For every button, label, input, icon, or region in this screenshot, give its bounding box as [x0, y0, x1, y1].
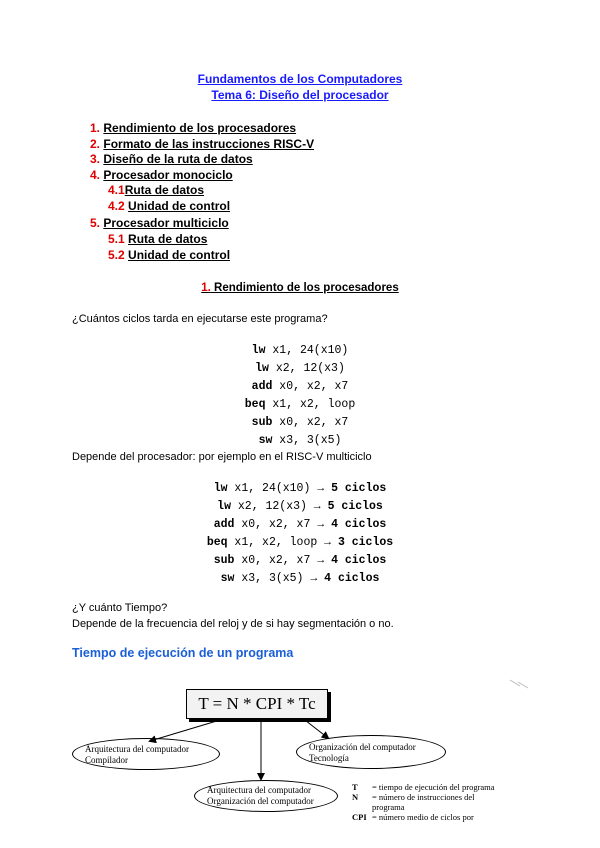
toc-item-5-1[interactable]: 5.1 Ruta de datos: [108, 232, 208, 246]
code-line: sw x3, 3(x5) → 4 ciclos: [220, 572, 380, 585]
toc-item-5-2[interactable]: 5.2 Unidad de control: [108, 248, 231, 262]
code-line: beq x1, x2, loop: [244, 398, 356, 411]
code-line: add x0, x2, x7 → 4 ciclos: [213, 518, 387, 531]
cycles-question: ¿Cuántos ciclos tarda en ejecutarse este programa?: [72, 313, 328, 325]
code-line: add x0, x2, x7: [251, 380, 349, 393]
document-subtitle: Tema 6: Diseño del procesador: [211, 88, 389, 102]
code-line: sub x0, x2, x7 → 4 ciclos: [213, 554, 387, 567]
legend-row: T = tiempo de ejecución del programa: [352, 782, 495, 792]
ellipse-organization-technology: Organización del computador Tecnología: [296, 735, 446, 769]
formula-legend: [352, 782, 542, 822]
time-question: ¿Y cuánto Tiempo?: [72, 602, 168, 614]
legend-row: CPI = número medio de ciclos por: [352, 812, 474, 822]
code-line: lw x2, 12(x3): [255, 362, 345, 375]
toc-item-2[interactable]: 2. Formato de las instrucciones RISC-V: [90, 137, 315, 151]
legend-row: N = número de instrucciones del: [352, 792, 475, 802]
legend-row: programa: [372, 802, 405, 812]
code-line: sw x3, 3(x5): [258, 434, 342, 447]
code-line: sub x0, x2, x7: [251, 416, 349, 429]
code-line: lw x1, 24(x10) → 5 ciclos: [213, 482, 387, 495]
toc-item-3[interactable]: 3. Diseño de la ruta de datos: [90, 152, 253, 166]
code-line: beq x1, x2, loop → 3 ciclos: [206, 536, 394, 549]
toc-item-4[interactable]: 4. Procesador monociclo: [90, 168, 233, 182]
time-answer: Depende de la frecuencia del reloj y de si hay segmentación o no.: [72, 618, 394, 630]
toc-item-1[interactable]: 1. Rendimiento de los procesadores: [90, 121, 297, 135]
toc-item-5[interactable]: 5. Procesador multiciclo: [90, 216, 229, 230]
code-line: lw x1, 24(x10): [251, 344, 349, 357]
code-line: lw x2, 12(x3) → 5 ciclos: [217, 500, 383, 513]
toc-item-4-1[interactable]: 4.1Ruta de datos: [108, 183, 205, 197]
toc-item-4-2[interactable]: 4.2 Unidad de control: [108, 199, 231, 213]
exec-time-heading: Tiempo de ejecución de un programa: [72, 646, 294, 660]
section-1-heading: 1. Rendimiento de los procesadores: [201, 282, 399, 294]
document-title: Fundamentos de los Computadores: [197, 72, 403, 86]
ellipse-architecture-organization: Arquitectura del computador Organización del computador: [194, 780, 338, 812]
formula-box: T = N * CPI * Tc: [186, 689, 328, 719]
ellipse-architecture-compiler: Arquitectura del computador Compilador: [72, 738, 220, 770]
depends-text: Depende del procesador: por ejemplo en el RISC-V multiciclo: [72, 451, 372, 463]
